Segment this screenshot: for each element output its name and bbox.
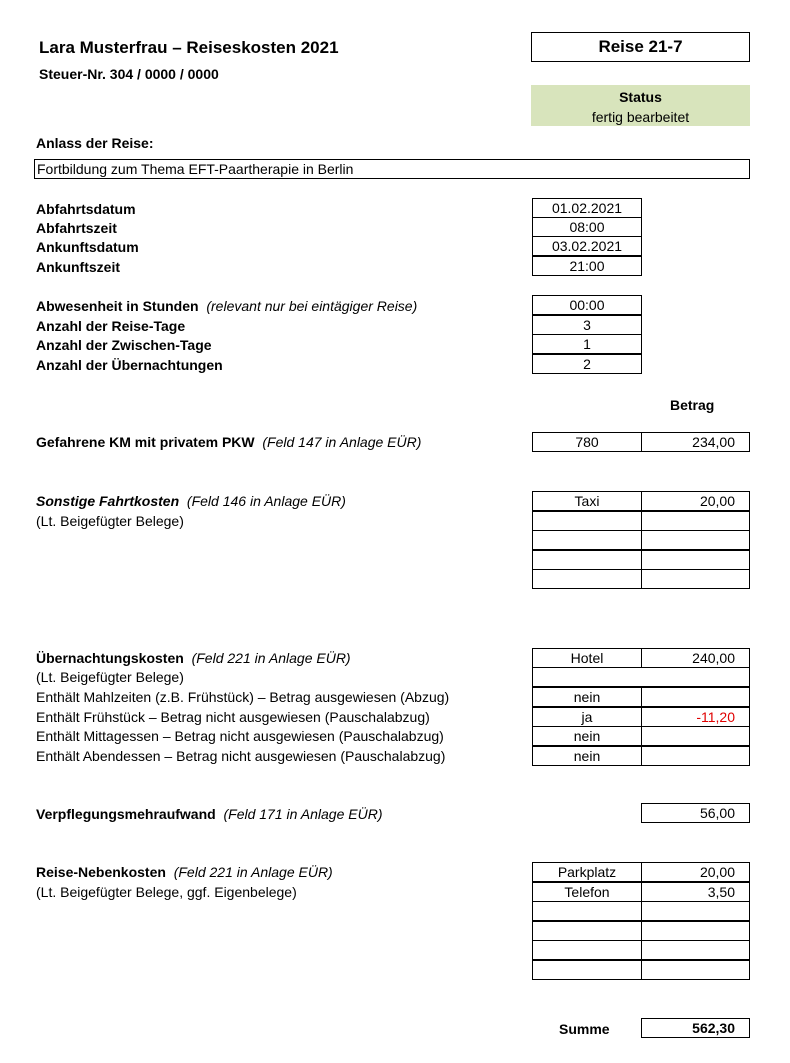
days-label: Anzahl der Reise-Tage: [36, 318, 186, 334]
incidentals-subnote: (Lt. Beigefügter Belege, ggf. Eigenbelege): [36, 884, 297, 900]
other-travel-desc-field[interactable]: [532, 511, 642, 531]
tax-number: Steuer-Nr. 304 / 0000 / 0000: [39, 66, 219, 82]
arrival-time-field[interactable]: 21:00: [532, 256, 642, 276]
other-travel-label: Sonstige Fahrtkosten: [36, 493, 180, 509]
other-travel-desc-field[interactable]: [532, 530, 642, 550]
status-label: Status: [619, 89, 662, 105]
meal-deduction-amount-field[interactable]: -11,20: [641, 707, 750, 727]
incidentals-row-label: [36, 865, 333, 879]
incidentals-amount-field[interactable]: [641, 921, 750, 941]
lodging-blank-row[interactable]: [532, 667, 750, 687]
absence-label: Abwesenheit in Stunden: [36, 298, 199, 314]
incidentals-amount-field[interactable]: [641, 901, 750, 921]
other-travel-amount-field[interactable]: 20,00: [641, 491, 750, 511]
meal-deduction-flag-field[interactable]: nein: [532, 687, 642, 707]
days-field[interactable]: 3: [532, 315, 642, 335]
other-travel-amount-field[interactable]: [641, 569, 750, 589]
lodging-row-label: [36, 651, 351, 665]
car-amount-field[interactable]: 234,00: [641, 432, 750, 452]
meal-deduction-label: Enthält Mittagessen – Betrag nicht ausgewiesen (Pauschalabzug): [36, 728, 444, 744]
car-note: (Feld 147 in Anlage EÜR): [262, 434, 422, 450]
car-km-field[interactable]: 780: [532, 432, 642, 452]
car-label: Gefahrene KM mit privatem PKW: [36, 434, 255, 450]
intermediate-days-field[interactable]: 1: [532, 334, 642, 354]
occasion-field[interactable]: Fortbildung zum Thema EFT-Paartherapie in Berlin: [34, 159, 750, 179]
nights-label: Anzahl der Übernachtungen: [36, 357, 223, 373]
incidentals-desc-field[interactable]: [532, 940, 642, 960]
lodging-subnote: (Lt. Beigefügter Belege): [36, 669, 184, 685]
meal-deduction-flag-field[interactable]: nein: [532, 726, 642, 746]
meal-allowance-row-label: [36, 807, 383, 821]
meal-allowance-note: (Feld 171 in Anlage EÜR): [223, 806, 383, 822]
other-travel-subnote: (Lt. Beigefügter Belege): [36, 513, 184, 529]
incidentals-desc-field[interactable]: [532, 960, 642, 980]
incidentals-desc-field[interactable]: Telefon: [532, 882, 642, 902]
departure-date-field[interactable]: 01.02.2021: [532, 198, 642, 218]
meal-allowance-label: Verpflegungsmehraufwand: [36, 806, 216, 822]
meal-deduction-amount-field[interactable]: [641, 726, 750, 746]
occasion-label: Anlass der Reise:: [36, 135, 154, 151]
lodging-label: Übernachtungskosten: [36, 650, 184, 666]
meal-deduction-label: Enthält Frühstück – Betrag nicht ausgewiesen (Pauschalabzug): [36, 708, 430, 725]
meal-deduction-label: Enthält Abendessen – Betrag nicht ausgewiesen (Pauschalabzug): [36, 747, 446, 764]
lodging-desc-field[interactable]: Hotel: [532, 648, 642, 668]
other-travel-desc-field[interactable]: [532, 569, 642, 589]
meal-deduction-flag-field[interactable]: ja: [532, 707, 642, 727]
car-row-label: [36, 435, 421, 449]
other-travel-row-label: [36, 494, 346, 508]
total-label: Summe: [559, 1021, 610, 1037]
departure-date-label: Abfahrtsdatum: [36, 201, 136, 217]
lodging-amount-field[interactable]: 240,00: [641, 648, 750, 668]
other-travel-amount-field[interactable]: [641, 511, 750, 531]
total-amount-field: 562,30: [641, 1018, 750, 1038]
arrival-date-field[interactable]: 03.02.2021: [532, 236, 642, 256]
incidentals-amount-field[interactable]: [641, 960, 750, 980]
absence-note: (relevant nur bei eintägiger Reise): [206, 298, 418, 314]
meal-deduction-amount-field[interactable]: [641, 687, 750, 707]
meal-allowance-amount-field[interactable]: 56,00: [641, 803, 750, 823]
incidentals-label: Reise-Nebenkosten: [36, 864, 166, 880]
other-travel-desc-field[interactable]: Taxi: [532, 491, 642, 511]
other-travel-amount-field[interactable]: [641, 530, 750, 550]
incidentals-desc-field[interactable]: [532, 921, 642, 941]
incidentals-amount-field[interactable]: 20,00: [641, 862, 750, 882]
departure-time-field[interactable]: 08:00: [532, 217, 642, 237]
amount-column-header: Betrag: [670, 397, 715, 413]
absence-row-label: [36, 299, 417, 313]
nights-field[interactable]: 2: [532, 354, 642, 374]
status-value: fertig bearbeitet: [591, 109, 690, 125]
incidentals-note: (Feld 221 in Anlage EÜR): [173, 864, 333, 880]
status-box: [531, 85, 750, 126]
meal-deduction-flag-field[interactable]: nein: [532, 746, 642, 766]
departure-time-label: Abfahrtszeit: [36, 220, 117, 236]
intermediate-days-label: Anzahl der Zwischen-Tage: [36, 337, 212, 353]
page-title: Lara Musterfrau – Reiseskosten 2021: [39, 38, 339, 57]
other-travel-desc-field[interactable]: [532, 550, 642, 570]
meal-deduction-label: Enthält Mahlzeiten (z.B. Frühstück) – Betrag ausgewiesen (Abzug): [36, 689, 450, 705]
incidentals-amount-field[interactable]: [641, 940, 750, 960]
incidentals-desc-field[interactable]: Parkplatz: [532, 862, 642, 882]
absence-field[interactable]: 00:00: [532, 295, 642, 315]
other-travel-amount-field[interactable]: [641, 550, 750, 570]
arrival-date-label: Ankunftsdatum: [36, 239, 139, 255]
trip-id: Reise 21-7: [531, 32, 750, 62]
incidentals-amount-field[interactable]: 3,50: [641, 882, 750, 902]
lodging-note: (Feld 221 in Anlage EÜR): [191, 650, 351, 666]
incidentals-desc-field[interactable]: [532, 901, 642, 921]
other-travel-note: (Feld 146 in Anlage EÜR): [186, 493, 346, 509]
meal-deduction-amount-field[interactable]: [641, 746, 750, 766]
arrival-time-label: Ankunftszeit: [36, 259, 120, 275]
